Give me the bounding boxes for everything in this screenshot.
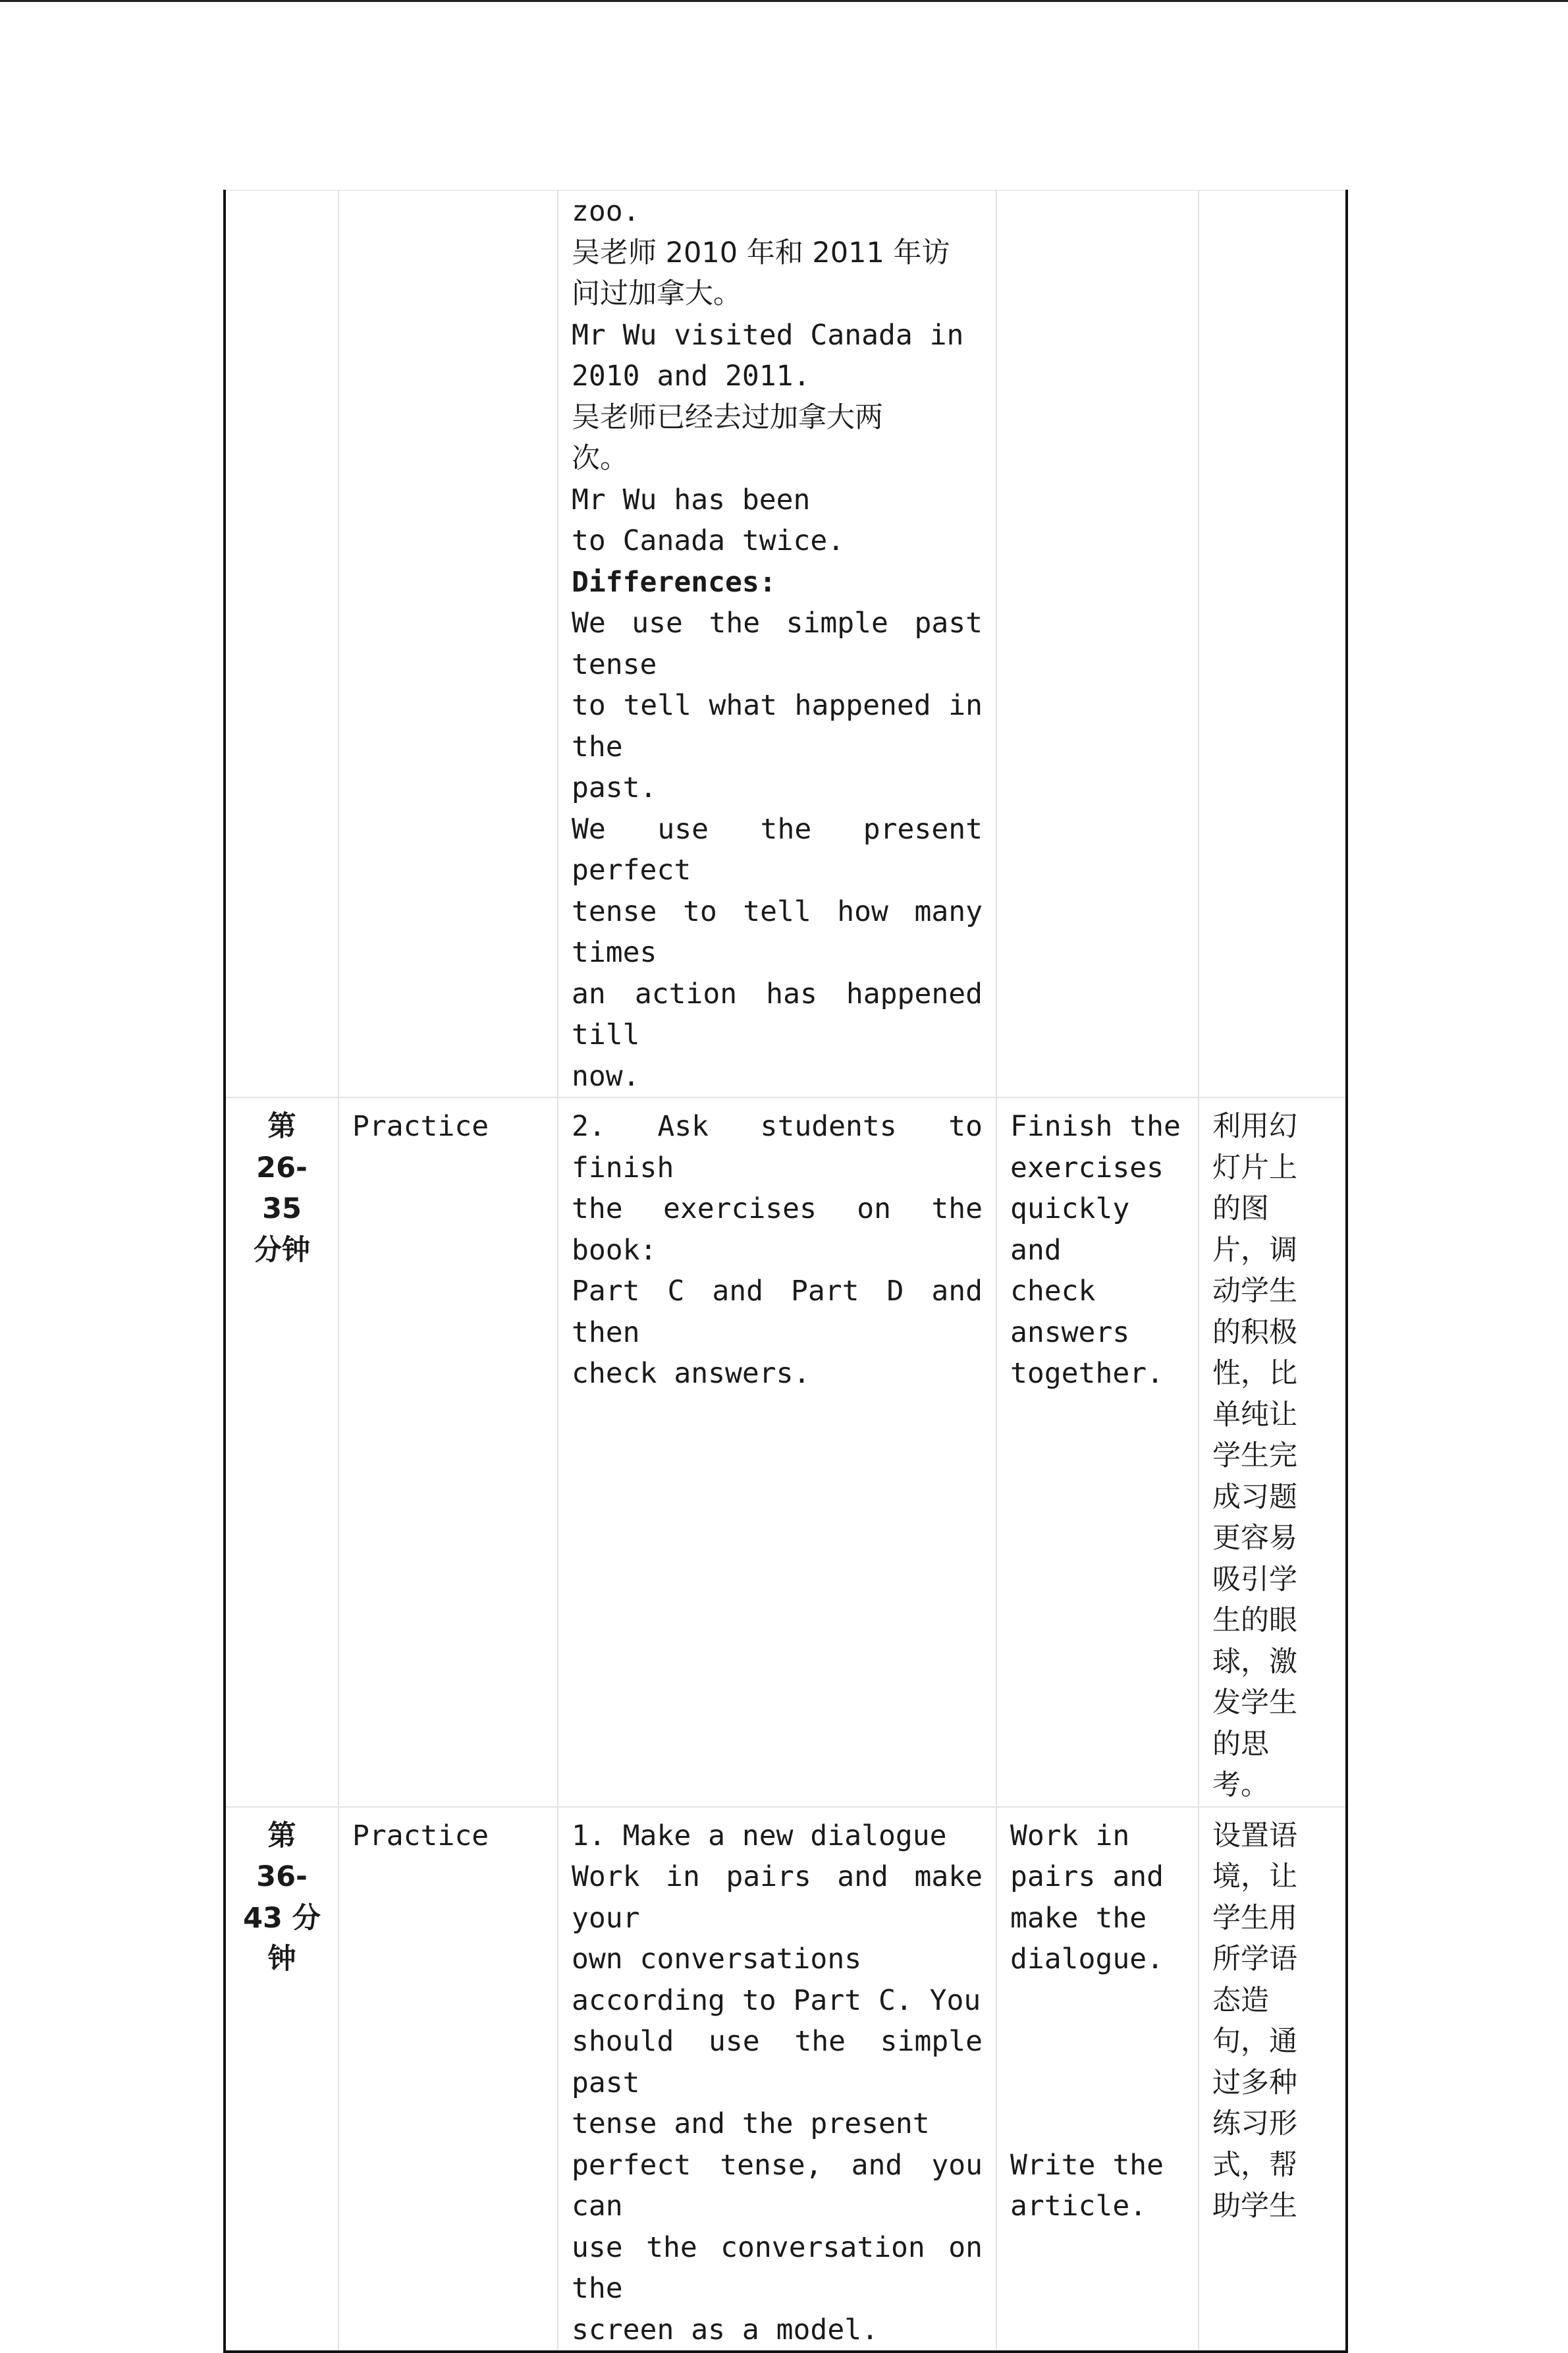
stage-label: Practice	[352, 1110, 489, 1143]
student-activity-cell	[996, 1807, 1199, 2352]
page-top-border	[0, 0, 1568, 2]
text-line: 单纯让	[1212, 1398, 1297, 1431]
text-line: 2. Ask students to finish	[572, 1110, 983, 1184]
text-line: exercises	[1010, 1151, 1164, 1184]
text-line: check	[1010, 1275, 1096, 1308]
purpose-cell	[1199, 1097, 1347, 1807]
text-line: 2010 and 2011.	[572, 360, 811, 393]
purpose-cell	[1199, 1807, 1347, 2352]
table-row	[225, 190, 1347, 1097]
text-line: 问过加拿大。	[572, 277, 742, 310]
text-line: quickly and	[1010, 1192, 1130, 1267]
text-line: 1. Make a new dialogue	[572, 1819, 947, 1852]
table-row	[225, 1097, 1347, 1807]
text-line: 学生用	[1212, 1901, 1297, 1935]
stage-cell	[338, 1097, 558, 1807]
text-line: 发学生	[1212, 1686, 1297, 1719]
text-line: 练习形	[1212, 2107, 1297, 2140]
text-line: 更容易	[1212, 1522, 1297, 1555]
text-line: We use the simple past tense	[572, 607, 983, 681]
text-line: 动学生	[1212, 1275, 1297, 1308]
text-line: Mr Wu has been	[572, 483, 811, 516]
lesson-plan-table	[223, 190, 1348, 2353]
text-line: 的图	[1212, 1192, 1269, 1225]
text-line: 所学语	[1212, 1943, 1297, 1976]
time-line: 分钟	[254, 1233, 310, 1267]
text-line: 吴老师 2010 年和 2011 年访	[572, 236, 950, 269]
time-line: 43 分	[243, 1901, 321, 1935]
text-line: 句，通	[1212, 2025, 1297, 2058]
text-line: 考。	[1212, 1769, 1269, 1802]
text-line: 次。	[572, 442, 628, 475]
stage-label: Practice	[352, 1819, 489, 1852]
text-line: an action has happened till	[572, 977, 983, 1051]
stage-cell	[338, 1807, 558, 2352]
teacher-activity-cell	[558, 1097, 996, 1807]
text-line: 学生完	[1212, 1439, 1297, 1472]
text-line: should use the simple past	[572, 2025, 983, 2099]
text-line: 助学生	[1212, 2190, 1297, 2223]
text-line: dialogue.	[1010, 1943, 1164, 1976]
text-line: Work in	[1010, 1819, 1130, 1852]
text-line: 生的眼	[1212, 1604, 1297, 1637]
text-line: 境，让	[1212, 1860, 1297, 1893]
text-line: 吴老师已经去过加拿大两	[572, 401, 883, 434]
purpose-cell	[1199, 190, 1347, 1097]
time-line: 第 36-	[256, 1819, 308, 1893]
text-line: 设置语	[1212, 1819, 1297, 1852]
text-line: Finish the	[1010, 1110, 1181, 1143]
text-line: 性，比	[1212, 1357, 1297, 1390]
text-line: tense to tell how many times	[572, 895, 983, 969]
text-line: Work in pairs and make your	[572, 1860, 983, 1935]
time-cell	[225, 1097, 338, 1807]
text-line: zoo.	[572, 195, 640, 228]
student-activity-cell	[996, 1097, 1199, 1807]
text-line: 式，帮	[1212, 2148, 1297, 2182]
text-line: pairs and	[1010, 1860, 1164, 1893]
text-line: according to Part C. You	[572, 1983, 981, 2017]
time-cell	[225, 190, 338, 1097]
text-line: 片，调	[1212, 1233, 1297, 1267]
text-line: screen as a model.	[572, 2313, 879, 2346]
text-line: own conversations	[572, 1943, 862, 1976]
text-line: perfect tense, and you can	[572, 2148, 983, 2223]
text-line: 吸引学	[1212, 1563, 1297, 1596]
text-line: use the conversation on the	[572, 2230, 983, 2305]
text-line: 球，激	[1212, 1645, 1297, 1678]
text-line: 过多种	[1212, 2066, 1297, 2099]
text-line: to tell what happened in the	[572, 689, 983, 763]
text-line: 利用幻	[1212, 1110, 1297, 1143]
text-line: article.	[1010, 2190, 1147, 2223]
text-line: to Canada twice.	[572, 524, 845, 557]
text-line: 灯片上	[1212, 1151, 1297, 1184]
teacher-activity-cell	[558, 1807, 996, 2352]
time-cell	[225, 1807, 338, 2352]
text-line: Part C and Part D and then	[572, 1275, 983, 1349]
text-line: check answers.	[572, 1357, 811, 1390]
text-line: We use the present perfect	[572, 812, 983, 887]
text-line: make the	[1010, 1901, 1147, 1935]
text-line: 的思	[1212, 1727, 1269, 1761]
text-line: past.	[572, 771, 657, 804]
differences-heading: Differences:	[572, 565, 776, 599]
text-line: tense and the present	[572, 2107, 930, 2140]
text-line: the exercises on the book:	[572, 1192, 983, 1267]
text-line: Write the	[1010, 2148, 1164, 2182]
text-line: Mr Wu visited Canada in	[572, 318, 964, 352]
student-activity-cell	[996, 190, 1199, 1097]
text-line: now.	[572, 1059, 640, 1093]
table-row	[225, 1807, 1347, 2352]
time-line: 26-35	[256, 1151, 308, 1225]
text-line: answers	[1010, 1315, 1130, 1349]
text-line: 成习题	[1212, 1480, 1297, 1514]
time-line: 第	[267, 1110, 296, 1143]
time-line: 钟	[267, 1943, 296, 1976]
teacher-activity-cell	[558, 190, 996, 1097]
text-line: together.	[1010, 1357, 1164, 1390]
text-line: 态造	[1212, 1983, 1269, 2017]
text-line: 的积极	[1212, 1315, 1297, 1349]
stage-cell	[338, 190, 558, 1097]
spacer	[1010, 1980, 1185, 2145]
